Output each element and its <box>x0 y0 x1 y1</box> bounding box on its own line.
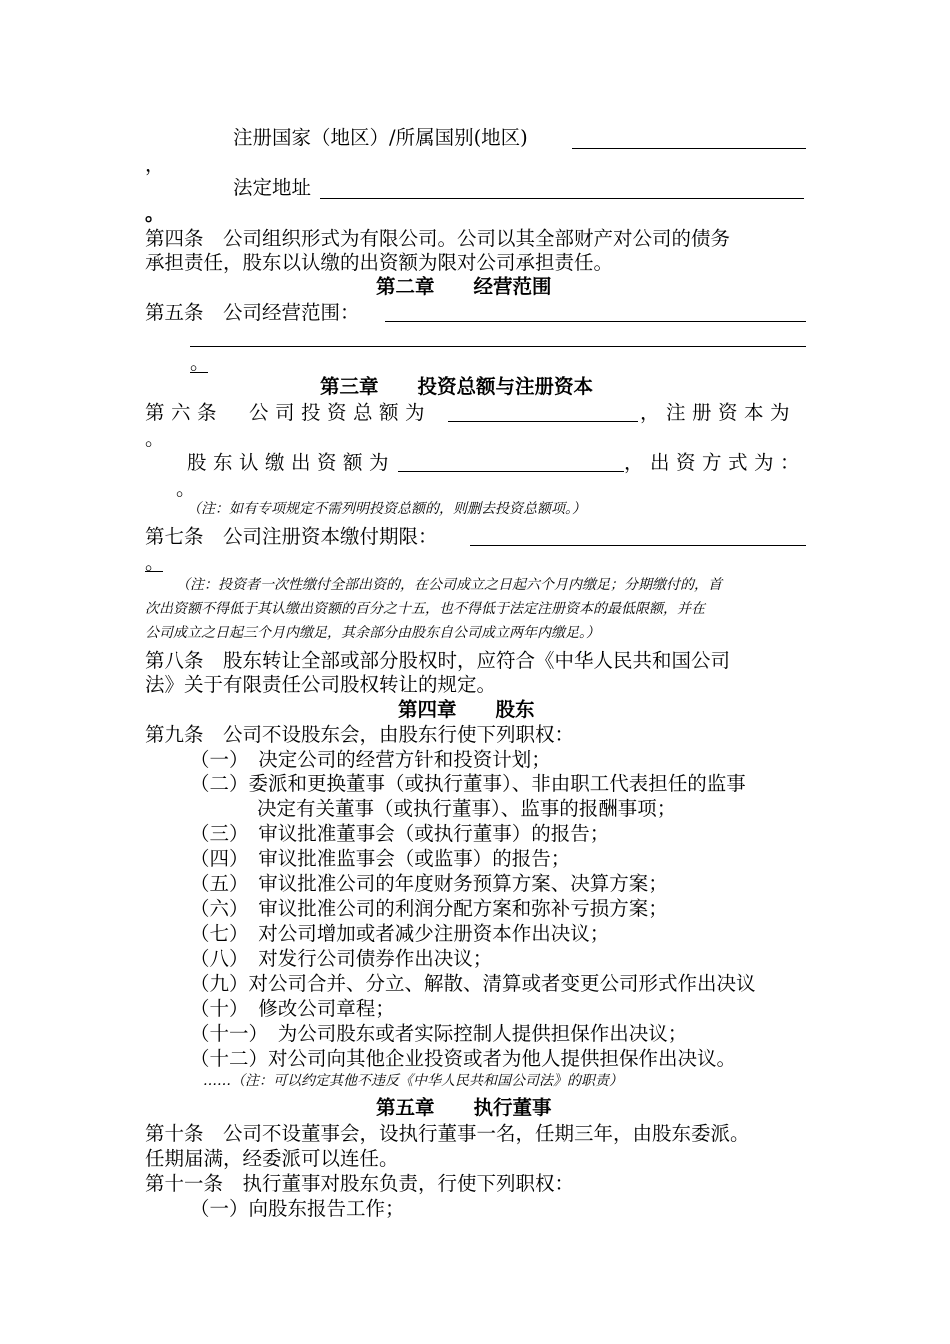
subscribed-capital-blank[interactable] <box>398 471 624 472</box>
legal-address-label: 法定地址 <box>233 176 312 199</box>
article-6-end: 。 <box>145 427 165 450</box>
article-5-label: 第五条 公司经营范围： <box>145 301 360 324</box>
note-payment-line-1: （注：投资者一次性缴付全部出资的，在公司成立之日起六个月内缴足；分期缴付的，首 <box>176 577 722 593</box>
shareholder-power-9: （九）对公司合并、分立、解散、清算或者变更公司形式作出决议 <box>190 972 756 995</box>
chapter-3-heading: 第三章 投资总额与注册资本 <box>320 375 594 398</box>
article-7-end-underline <box>145 571 163 572</box>
shareholder-power-4: （四） 审议批准监事会（或监事）的报告； <box>190 847 571 870</box>
business-scope-blank-2[interactable] <box>190 346 806 347</box>
registration-country-label: 注册国家（地区）/所属国别(地区) <box>233 126 528 149</box>
total-investment-blank[interactable] <box>448 421 638 422</box>
shareholder-power-6: （六） 审议批准公司的利润分配方案和弥补亏损方案； <box>190 897 668 920</box>
chapter-4-heading: 第四章 股东 <box>398 698 535 721</box>
business-scope-end: 。 <box>190 351 210 374</box>
contribution-method-label: ，出资方式为： <box>624 451 807 474</box>
shareholder-power-2-cont: 决定有关董事（或执行董事）、监事的报酬事项； <box>257 797 677 820</box>
note-investment: （注：如有专项规定不需列明投资总额的，则删去投资总额项。） <box>187 501 586 517</box>
comma-mark: ， <box>145 153 165 176</box>
note-payment-line-2: 次出资额不得低于其认缴出资额的百分之十五，也不得低于法定注册资本的最低限额，并在 <box>145 601 705 617</box>
shareholder-power-3: （三） 审议批准董事会（或执行董事）的报告； <box>190 822 610 845</box>
registered-capital-label: ，注册资本为 <box>640 401 797 424</box>
article-11-intro: 第十一条 执行董事对股东负责，行使下列职权： <box>145 1172 575 1195</box>
subscribed-capital-label: 股东认缴出资额为 <box>187 451 396 474</box>
article-8-line-2: 法》关于有限责任公司股权转让的规定。 <box>145 673 497 696</box>
note-payment-line-3: 公司成立之日起三个月内缴足，其余部分由股东自公司成立两年内缴足。） <box>145 625 600 641</box>
article-10-line-2: 任期届满，经委派可以连任。 <box>145 1147 399 1170</box>
article-10-line-1: 第十条 公司不设董事会，设执行董事一名，任期三年，由股东委派。 <box>145 1122 750 1145</box>
shareholder-power-11: （十一） 为公司股东或者实际控制人提供担保作出决议； <box>190 1022 688 1045</box>
business-scope-end-underline <box>190 372 208 373</box>
period-mark: 。 <box>145 202 165 225</box>
article-8-line-1: 第八条 股东转让全部或部分股权时，应符合《中华人民共和国公司 <box>145 649 731 672</box>
article-7-label: 第七条 公司注册资本缴付期限： <box>145 525 438 548</box>
chapter-2-heading: 第二章 经营范围 <box>376 275 552 298</box>
shareholder-power-8: （八） 对发行公司债券作出决议； <box>190 947 493 970</box>
registration-country-blank[interactable] <box>572 148 806 149</box>
article-6-total-investment-label: 第六条 公司投资总额为 <box>145 401 432 424</box>
article-7-end: 。 <box>145 551 165 574</box>
article-9-intro: 第九条 公司不设股东会，由股东行使下列职权： <box>145 723 575 746</box>
article-4-line-2: 承担责任，股东以认缴的出资额为限对公司承担责任。 <box>145 251 614 274</box>
business-scope-blank-1[interactable] <box>385 321 806 322</box>
director-power-1: （一）向股东报告工作； <box>190 1197 405 1220</box>
shareholder-power-10: （十） 修改公司章程； <box>190 997 395 1020</box>
shareholder-power-5: （五） 审议批准公司的年度财务预算方案、决算方案； <box>190 872 668 895</box>
shareholder-power-7: （七） 对公司增加或者减少注册资本作出决议； <box>190 922 610 945</box>
article-4-line-1: 第四条 公司组织形式为有限公司。公司以其全部财产对公司的债务 <box>145 227 731 250</box>
payment-deadline-blank[interactable] <box>470 545 806 546</box>
shareholder-power-2: （二）委派和更换董事（或执行董事）、非由职工代表担任的监事 <box>190 772 746 795</box>
article-6-line-2-end: 。 <box>176 477 196 500</box>
legal-address-blank[interactable] <box>320 198 804 199</box>
shareholder-power-12: （十二）对公司向其他企业投资或者为他人提供担保作出决议。 <box>190 1047 737 1070</box>
chapter-5-heading: 第五章 执行董事 <box>376 1096 552 1119</box>
shareholder-power-1: （一） 决定公司的经营方针和投资计划； <box>190 748 551 771</box>
note-other-powers: ……（注：可以约定其他不违反《中华人民共和国公司法》的职责） <box>203 1073 623 1089</box>
